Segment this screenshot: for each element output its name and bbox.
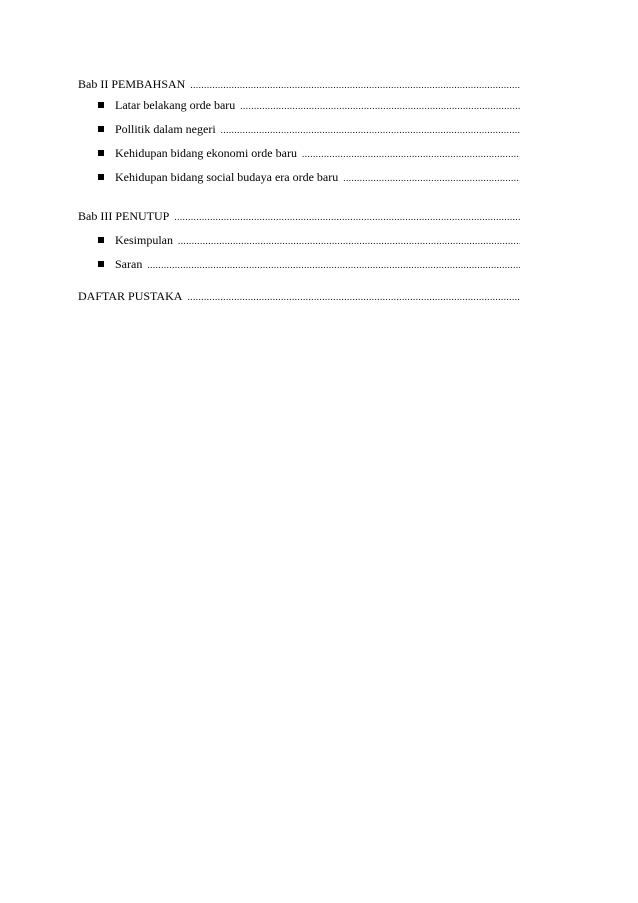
square-bullet-icon bbox=[98, 150, 104, 156]
toc-subentry-label: Kehidupan bidang ekonomi orde baru bbox=[115, 146, 297, 160]
dot-leader bbox=[240, 98, 520, 113]
toc-subentry-label: Saran bbox=[115, 257, 143, 271]
dot-leader bbox=[174, 209, 520, 224]
toc-entry-daftar-pustaka[interactable] bbox=[78, 288, 520, 304]
toc-entry-label: Bab III PENUTUP bbox=[78, 209, 170, 223]
square-bullet-icon bbox=[98, 261, 104, 267]
square-bullet-icon bbox=[98, 237, 104, 243]
dot-leader bbox=[147, 257, 520, 272]
toc-entry-bab-2[interactable] bbox=[78, 76, 520, 92]
dot-leader bbox=[190, 77, 520, 92]
dot-leader bbox=[221, 122, 520, 137]
toc-subentry-ekonomi[interactable] bbox=[98, 145, 520, 161]
toc-subentry-politik[interactable] bbox=[98, 121, 520, 137]
square-bullet-icon bbox=[98, 126, 104, 132]
toc-subentry-label: Kesimpulan bbox=[115, 233, 173, 247]
dot-leader bbox=[178, 233, 520, 248]
toc-subentry-latar-belakang[interactable] bbox=[98, 97, 520, 113]
toc-entry-label: DAFTAR PUSTAKA bbox=[78, 289, 183, 303]
dot-leader bbox=[302, 146, 520, 161]
toc-subentry-label: Latar belakang orde baru bbox=[115, 98, 236, 112]
square-bullet-icon bbox=[98, 102, 104, 108]
toc-subentry-label: Kehidupan bidang social budaya era orde baru bbox=[115, 170, 339, 184]
toc-subentry-kesimpulan[interactable] bbox=[98, 232, 520, 248]
toc-subentry-saran[interactable] bbox=[98, 256, 520, 272]
square-bullet-icon bbox=[98, 174, 104, 180]
dot-leader bbox=[187, 289, 520, 304]
toc-entry-bab-3[interactable] bbox=[78, 208, 520, 224]
toc-subentry-label: Pollitik dalam negeri bbox=[115, 122, 216, 136]
toc-subentry-sosial-budaya[interactable] bbox=[98, 169, 520, 185]
dot-leader bbox=[343, 170, 520, 185]
toc-entry-label: Bab II PEMBAHSAN bbox=[78, 77, 186, 91]
